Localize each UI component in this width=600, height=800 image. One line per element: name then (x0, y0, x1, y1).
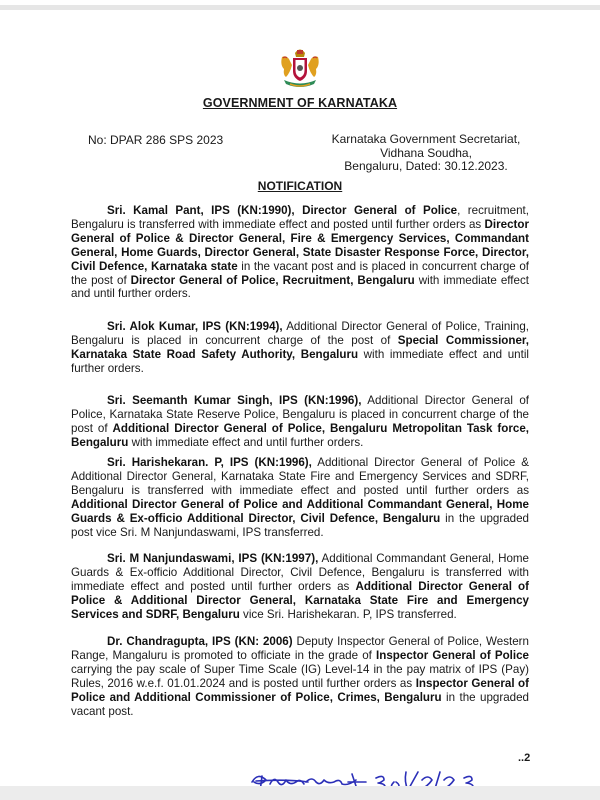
bold-text-segment: Inspector General of Police and Additional Commissioner of Police, Crimes, Bengaluru (71, 676, 529, 704)
bold-text-segment: Sri. Kamal Pant, IPS (KN:1990), Director General of Police (107, 204, 458, 217)
text-segment: with immediate effect and until further orders. (71, 273, 529, 301)
bold-text-segment: Additional Director General of Police & Additional Director General, Karnataka State Fire and Emergency Services and SDRF, Bengaluru (71, 579, 529, 621)
order-paragraph-nanjundaswami (71, 552, 529, 622)
text-segment: in the upgraded vacant post. (71, 690, 530, 718)
text-segment: with immediate effect and until further orders. (128, 435, 364, 449)
text-segment: , recruitment, Bengaluru is transferred with immediate effect and posted until further orders as (71, 204, 529, 231)
government-heading: GOVERNMENT OF KARNATAKA (202, 96, 398, 110)
order-paragraph-alok-kumar (71, 320, 529, 376)
order-paragraph-chandragupta (71, 635, 529, 718)
text-segment: carrying the pay scale of Super Time Scale (IG) Level-14 in the pay matrix of IPS (Pay) Rules, 2016 w.e.f. 01.01.2024 and is posted until further orders as (71, 662, 529, 690)
karnataka-emblem-icon (276, 47, 324, 91)
bold-text-segment: Sri. Harishekaran. P, IPS (KN:1996), (107, 456, 312, 469)
text-segment: in the vacant post and is placed in concurrent charge of the post of (71, 259, 529, 287)
order-paragraph-kamal-pant (71, 204, 529, 301)
bold-text-segment: Sri. Seemanth Kumar Singh, IPS (KN:1996), (107, 394, 362, 407)
notification-title: NOTIFICATION (257, 179, 343, 193)
bold-text-segment: Inspector General of Police (376, 648, 529, 662)
document-page (0, 10, 600, 786)
bold-text-segment: Director General of Police, Recruitment, Bengaluru (130, 273, 415, 287)
bold-text-segment: Sri. M Nanjundaswami, IPS (KN:1997), (107, 552, 319, 565)
bold-text-segment: Additional Director General of Police and Additional Commandant General, Home Guards & Ex-officio Additional Director, Civil Defence, Bengaluru (71, 497, 529, 525)
address-line: Vidhana Soudha, (380, 145, 472, 160)
order-paragraph-seemanth-kumar-singh (71, 394, 529, 450)
address-date-line: Bengaluru, Dated: 30.12.2023. (344, 159, 508, 173)
text-segment: Deputy Inspector General of Police, Western Range, Mangaluru is promoted to officiate in the grade of (71, 635, 529, 662)
bold-text-segment: Sri. Alok Kumar, IPS (KN:1994), (107, 320, 283, 333)
order-paragraph-harishekaran (71, 456, 529, 539)
text-segment: Additional Director General of Police & Additional Director General, Karnataka State Fire and Emergency Services and SDRF, Bengaluru is transferred with immediate effect and posted until further orders as (71, 456, 530, 497)
address-line: Karnataka Government Secretariat, (331, 132, 521, 146)
text-segment: with immediate effect and until further orders. (71, 347, 529, 375)
text-segment: vice Sri. Harishekaran. P, IPS transferred. (239, 607, 457, 621)
text-segment: Additional Commandant General, Home Guards & Ex-officio Additional Director, Civil Defence, Bengaluru is transferred with immediate effect and posted until further orders as (71, 552, 529, 593)
text-segment: in the upgraded post vice Sri. M Nanjundaswami, IPS transferred. (71, 511, 529, 539)
issuing-address (318, 133, 534, 174)
bold-text-segment: Additional Director General of Police, Bengaluru Metropolitan Task force, Bengaluru (71, 421, 529, 449)
viewer-bottom-border (0, 786, 600, 800)
next-page-marker: ..2 (518, 752, 531, 764)
reference-number: No: DPAR 286 SPS 2023 (88, 133, 224, 147)
text-segment: Additional Director General of Police, Karnataka State Reserve Police, Bengaluru is placed in concurrent charge of the post of (71, 394, 530, 435)
bold-text-segment: Dr. Chandragupta, IPS (KN: 2006) (107, 635, 293, 648)
bold-text-segment: Special Commissioner, Karnataka State Road Safety Authority, Bengaluru (71, 333, 529, 361)
bold-text-segment: Director General of Police & Director General, Fire & Emergency Services, Commandant General, Home Guards, Director General, State Disaster Response Force, Director, Civil Defence, Karnataka state (71, 217, 529, 273)
text-segment: Additional Director General of Police, Training, Bengaluru is placed in concurrent charge of the post of (71, 320, 529, 347)
